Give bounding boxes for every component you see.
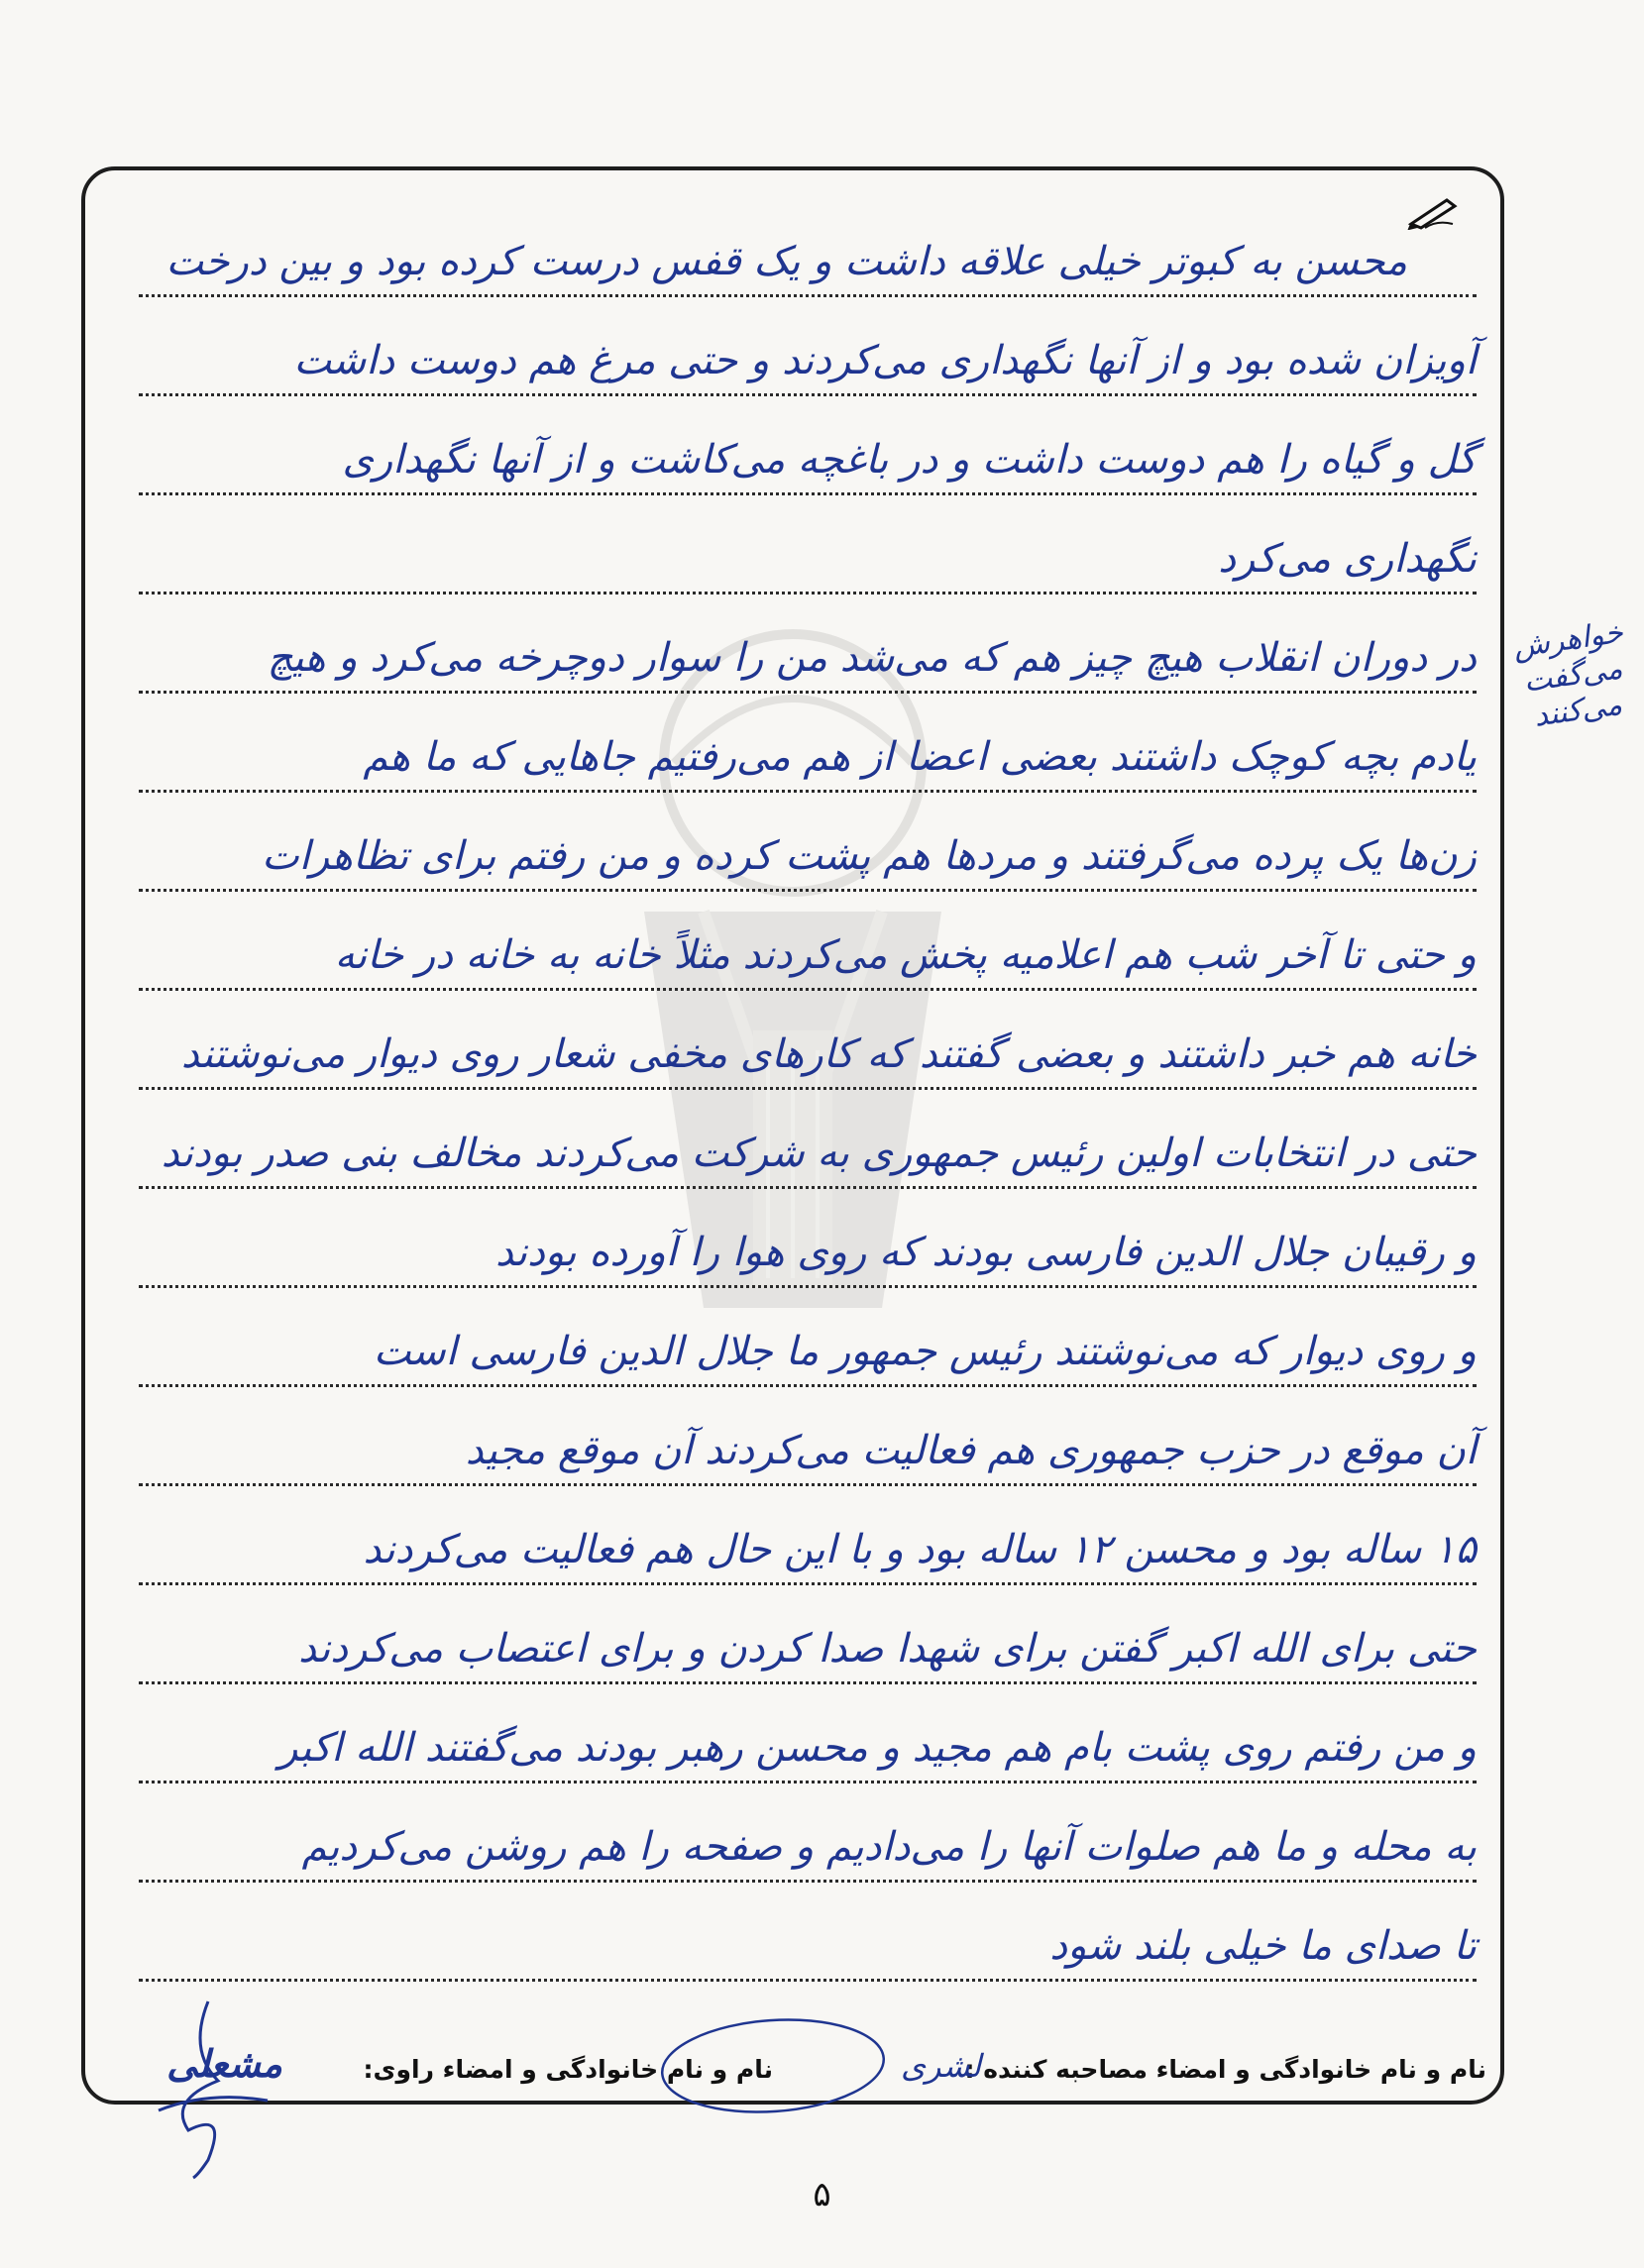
handwritten-text: گل و گیاه را هم دوست داشت و در باغچه می‌کاشت و از آنها نگهداری — [342, 437, 1477, 483]
handwritten-text: حتی برای الله اکبر گفتن برای شهدا صدا کردن و برای اعتصاب می‌کردند — [298, 1626, 1477, 1672]
narrator-signature: مشعلی — [166, 2041, 282, 2086]
ruled-line — [139, 1486, 1477, 1585]
handwritten-text: و من رفتم روی پشت بام هم مجید و محسن رهبر بودند می‌گفتند الله اکبر — [278, 1725, 1477, 1771]
handwritten-text: آویزان شده بود و از آنها نگهداری می‌کردند و حتی مرغ هم دوست داشت — [293, 338, 1477, 383]
interviewer-signature: لشری — [901, 2047, 981, 2085]
handwritten-text: ۱۵ ساله بود و محسن ۱۲ ساله بود و با این حال هم فعالیت می‌کردند — [363, 1527, 1477, 1572]
ruled-line — [139, 198, 1477, 297]
ruled-line — [139, 1090, 1477, 1189]
handwritten-lines — [139, 198, 1477, 1982]
ruled-line — [139, 793, 1477, 892]
handwritten-text: محسن به کبوتر خیلی علاقه داشت و یک قفس درست کرده بود و بین درخت — [165, 239, 1407, 284]
handwritten-text: آن موقع در حزب جمهوری هم فعالیت می‌کردند آن موقع مجید — [465, 1428, 1477, 1473]
ruled-line — [139, 1684, 1477, 1783]
margin-note: خواهرش می‌گفت می‌کنند — [1510, 614, 1626, 734]
interviewer-signature-label: نام و نام خانوادگی و امضاء مصاحبه کننده : — [964, 2055, 1486, 2084]
handwritten-text: خانه هم خبر داشتند و بعضی گفتند که کارهای مخفی شعار روی دیوار می‌نوشتند — [180, 1031, 1477, 1077]
handwritten-text: و رقیبان جلال الدین فارسی بودند که روی هوا را آورده بودند — [494, 1230, 1477, 1275]
ruled-line — [139, 594, 1477, 694]
handwritten-text: زن‌ها یک پرده می‌گرفتند و مردها هم پشت کرده و من رفتم برای تظاهرات — [262, 833, 1477, 879]
ruled-line — [139, 1288, 1477, 1387]
ruled-line — [139, 892, 1477, 991]
ruled-line — [139, 495, 1477, 594]
ruled-line — [139, 297, 1477, 396]
ruled-line — [139, 1883, 1477, 1982]
signature-row — [119, 2041, 1486, 2101]
ruled-line — [139, 991, 1477, 1090]
page-number: ۵ — [813, 2175, 831, 2214]
handwritten-text: یادم بچه کوچک داشتند بعضی اعضا از هم می‌رفتیم جاهایی که ما هم — [363, 734, 1477, 780]
ruled-line — [139, 1783, 1477, 1883]
ruled-line — [139, 1585, 1477, 1684]
handwritten-text: به محله و ما هم صلوات آنها را می‌دادیم و صفحه را هم روشن می‌کردیم — [301, 1824, 1477, 1870]
handwritten-text: حتی در انتخابات اولین رئیس جمهوری به شرکت می‌کردند مخالف بنی صدر بودند — [161, 1131, 1477, 1176]
handwritten-text: در دوران انقلاب هیچ چیز هم که می‌شد من را سوار دوچرخه می‌کرد و هیچ — [267, 635, 1477, 681]
handwritten-text: نگهداری می‌کرد — [1218, 536, 1477, 582]
handwritten-text: تا صدای ما خیلی بلند شود — [1049, 1923, 1477, 1969]
narrator-signature-label: نام و نام خانوادگی و امضاء راوی: — [363, 2055, 773, 2084]
handwritten-text: و حتی تا آخر شب هم اعلامیه پخش می‌کردند مثلاً خانه به خانه در خانه — [334, 932, 1477, 978]
ruled-line — [139, 396, 1477, 495]
ruled-line — [139, 1189, 1477, 1288]
handwritten-text: و روی دیوار که می‌نوشتند رئیس جمهور ما جلال الدین فارسی است — [373, 1329, 1477, 1374]
ruled-line — [139, 1387, 1477, 1486]
ruled-line — [139, 694, 1477, 793]
